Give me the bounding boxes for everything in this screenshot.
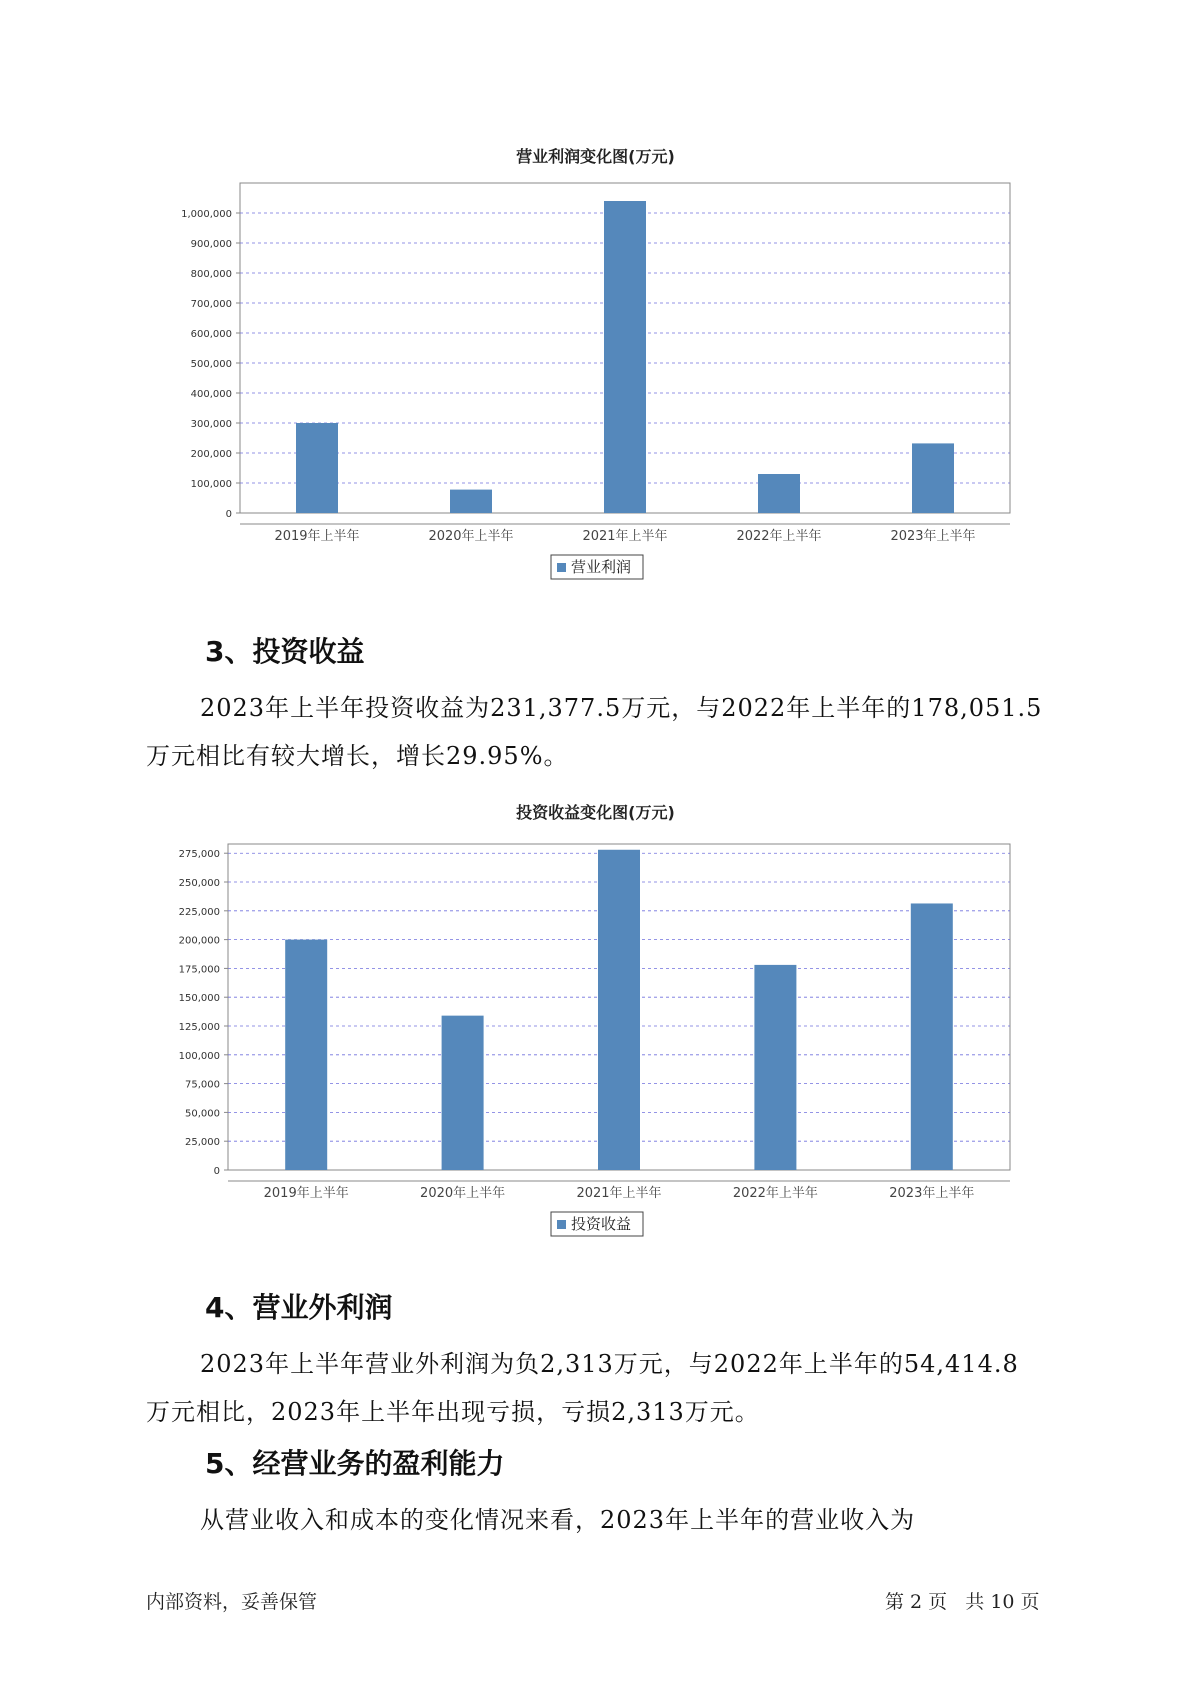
bar	[754, 965, 796, 1170]
footer-page-number: 第 2 页 共 10 页	[885, 1591, 1040, 1613]
legend-label: 投资收益	[571, 1215, 632, 1233]
bar	[758, 474, 800, 513]
legend-swatch	[557, 1220, 566, 1229]
y-tick-label: 25,000	[185, 1137, 220, 1149]
y-tick-label: 225,000	[178, 906, 220, 918]
paragraph-line: 从营业收入和成本的变化情况来看，2023年上半年的营业收入为	[200, 1506, 916, 1534]
section-heading-investment-income: 3、投资收益	[205, 635, 365, 668]
y-tick-label: 0	[225, 509, 232, 520]
y-tick-label: 50,000	[185, 1108, 220, 1120]
bar	[912, 443, 954, 513]
x-tick-label: 2022年上半年	[736, 529, 822, 544]
y-tick-label: 250,000	[178, 878, 220, 890]
y-tick-label: 175,000	[178, 964, 220, 976]
x-tick-label: 2021年上半年	[576, 1186, 662, 1201]
x-tick-label: 2019年上半年	[263, 1186, 349, 1201]
y-tick-label: 125,000	[178, 1022, 220, 1034]
chart-title-investment-income: 投资收益变化图(万元)	[516, 803, 675, 822]
x-tick-label: 2023年上半年	[889, 1186, 975, 1201]
paragraph-line: 2023年上半年营业外利润为负2,313万元，与2022年上半年的54,414.8	[200, 1350, 1019, 1378]
y-tick-label: 200,000	[190, 449, 232, 460]
x-tick-label: 2020年上半年	[420, 1186, 506, 1201]
y-tick-label: 100,000	[190, 479, 232, 490]
paragraph-line: 2023年上半年投资收益为231,377.5万元，与2022年上半年的178,051.5	[200, 694, 1043, 722]
y-tick-label: 800,000	[190, 269, 232, 280]
section-heading-profitability: 5、经营业务的盈利能力	[205, 1447, 505, 1480]
operating-profit-chart	[0, 170, 1191, 590]
bar	[296, 423, 338, 513]
y-tick-label: 1,000,000	[181, 209, 232, 220]
bar	[450, 490, 492, 513]
y-tick-label: 300,000	[190, 419, 232, 430]
bar	[285, 940, 327, 1170]
bar	[604, 201, 646, 513]
y-tick-label: 0	[213, 1166, 220, 1177]
paragraph-investment-income	[146, 684, 1076, 780]
footer-confidential-note: 内部资料，妥善保管	[146, 1591, 318, 1613]
paragraph-line: 万元相比，2023年上半年出现亏损，亏损2,313万元。	[146, 1398, 760, 1426]
y-tick-label: 500,000	[190, 359, 232, 370]
y-tick-label: 150,000	[178, 993, 220, 1005]
x-tick-label: 2020年上半年	[428, 529, 514, 544]
bar	[598, 850, 640, 1170]
x-tick-label: 2023年上半年	[890, 529, 976, 544]
x-tick-label: 2019年上半年	[274, 529, 360, 544]
x-tick-label: 2021年上半年	[582, 529, 668, 544]
section-heading-non-operating-profit: 4、营业外利润	[205, 1291, 393, 1324]
y-tick-label: 600,000	[190, 329, 232, 340]
y-tick-label: 275,000	[178, 849, 220, 861]
legend-swatch	[557, 563, 566, 572]
investment-income-chart	[0, 830, 1191, 1250]
legend-label: 营业利润	[571, 558, 632, 576]
y-tick-label: 200,000	[178, 935, 220, 947]
chart-title-operating-profit: 营业利润变化图(万元)	[516, 147, 675, 166]
y-tick-label: 75,000	[185, 1079, 220, 1091]
x-tick-label: 2022年上半年	[732, 1186, 818, 1201]
y-tick-label: 100,000	[178, 1050, 220, 1062]
bar	[911, 903, 953, 1170]
paragraph-non-operating-profit	[146, 1340, 1076, 1436]
y-tick-label: 700,000	[190, 299, 232, 310]
y-tick-label: 900,000	[190, 239, 232, 250]
paragraph-line: 万元相比有较大增长，增长29.95%。	[146, 742, 569, 770]
paragraph-profitability	[146, 1496, 1076, 1544]
y-tick-label: 400,000	[190, 389, 232, 400]
bar	[442, 1016, 484, 1170]
